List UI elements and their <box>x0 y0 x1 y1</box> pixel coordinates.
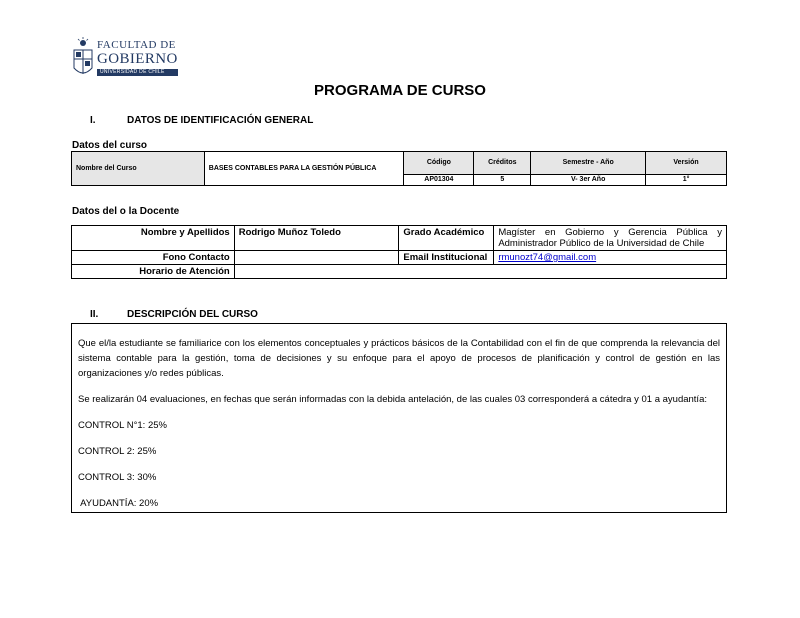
course-credits-value: 5 <box>474 174 531 185</box>
description-paragraph-2: Se realizarán 04 evaluaciones, en fechas que serán informadas con la debida antelación, de las cuales 03 corresponderá a cátedra y 01 a ayudantía: <box>78 394 707 405</box>
evaluation-item-1: CONTROL N°1: 25% <box>78 420 167 431</box>
course-description-box <box>71 323 727 513</box>
teacher-phone-label: Fono Contacto <box>72 251 235 265</box>
course-table <box>71 151 727 186</box>
course-code-value: AP01304 <box>404 174 474 185</box>
teacher-table <box>71 225 727 279</box>
evaluation-item-3: CONTROL 3: 30% <box>78 472 157 483</box>
course-col-version: Versión <box>646 152 727 175</box>
course-data-heading: Datos del curso <box>72 140 148 151</box>
teacher-email-link[interactable]: rmunozt74@gmail.com <box>498 252 597 263</box>
teacher-data-heading: Datos del o la Docente <box>72 206 180 217</box>
teacher-degree-value: Magíster en Gobierno y Gerencia Pública y Administrador Público de la Universidad de Chile <box>494 226 727 251</box>
logo-line1: FACULTAD DE <box>97 39 176 51</box>
course-name-label: Nombre del Curso <box>72 152 205 186</box>
course-name-value: BASES CONTABLES PARA LA GESTIÓN PÚBLICA <box>204 152 404 186</box>
teacher-hours-value <box>234 265 726 279</box>
section-1-title: DATOS DE IDENTIFICACIÓN GENERAL <box>127 115 314 126</box>
teacher-hours-label: Horario de Atención <box>72 265 235 279</box>
course-semester-value: V- 3er Año <box>531 174 646 185</box>
logo-line3: UNIVERSIDAD DE CHILE <box>97 69 178 76</box>
course-col-semester: Semestre - Año <box>531 152 646 175</box>
teacher-phone-value <box>234 251 399 265</box>
section-1-number: I. <box>90 115 96 126</box>
faculty-logo <box>97 40 178 76</box>
teacher-degree-label: Grado Académico <box>399 226 494 251</box>
section-2-title: DESCRIPCIÓN DEL CURSO <box>127 309 258 320</box>
description-paragraph-1: Que el/la estudiante se familiarice con los elementos conceptuales y prácticos básicos de la Contabilidad con el fin de que comprenda la relevancia del sistema contable para la gestión, toma de decisiones y su enfoque para el apoyo de procesos de planificación y control de gestión en las organizaciones y/o redes públicas. <box>78 338 720 379</box>
teacher-name-label: Nombre y Apellidos <box>72 226 235 251</box>
evaluation-item-4: AYUDANTÍA: 20% <box>78 498 159 509</box>
course-version-value: 1° <box>646 174 727 185</box>
page-title: PROGRAMA DE CURSO <box>314 82 486 99</box>
course-col-credits: Créditos <box>474 152 531 175</box>
logo-line2: GOBIERNO <box>97 51 178 67</box>
teacher-name-value: Rodrigo Muñoz Toledo <box>234 226 399 251</box>
section-2-number: II. <box>90 309 99 320</box>
evaluation-item-2: CONTROL 2: 25% <box>78 446 157 457</box>
course-col-code: Código <box>404 152 474 175</box>
teacher-email-label: Email Institucional <box>399 251 494 265</box>
